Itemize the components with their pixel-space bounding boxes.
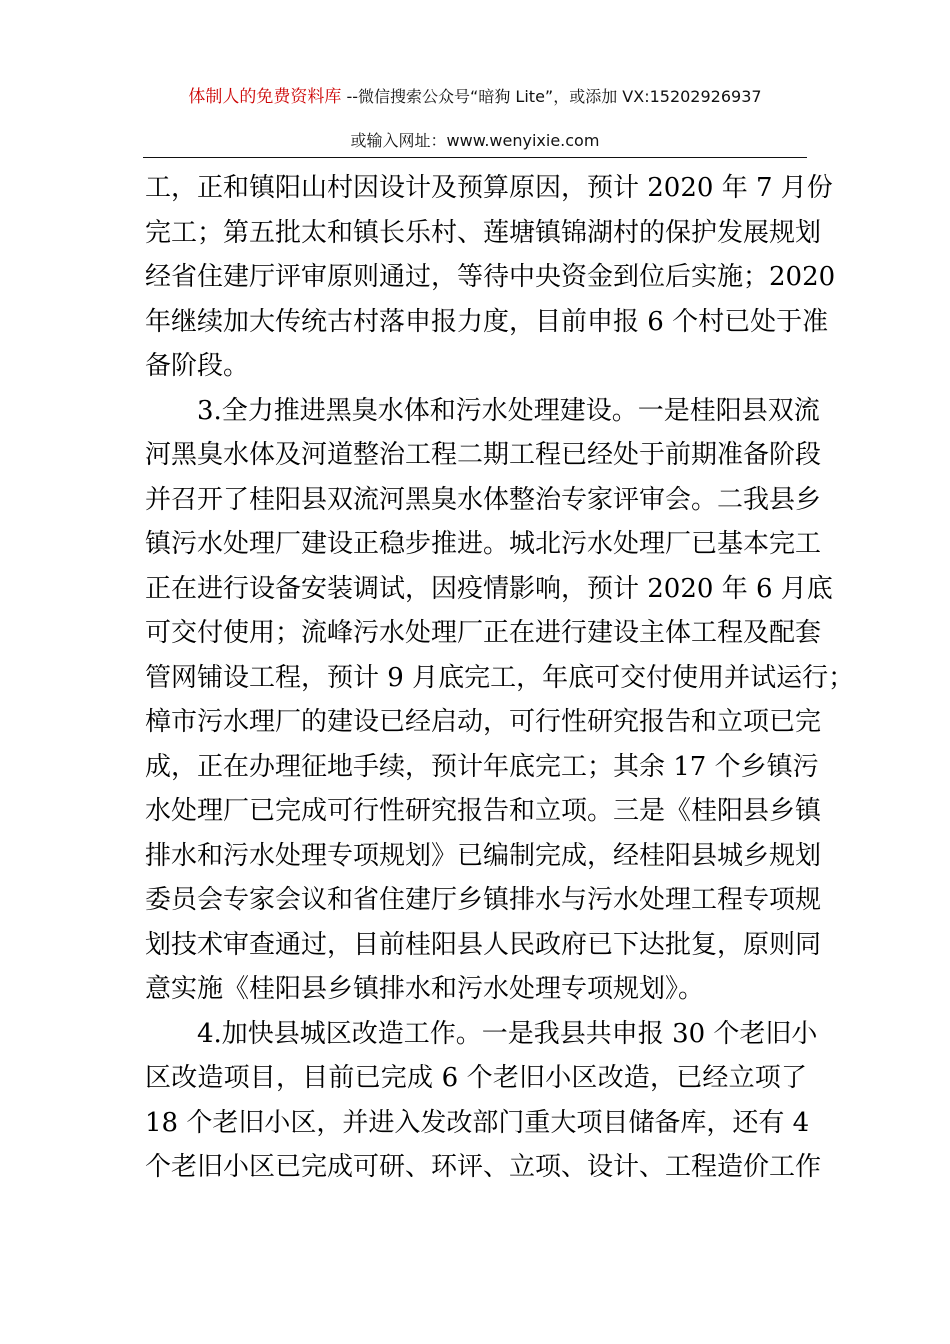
text-line: 河黑臭水体及河道整治工程二期工程已经处于前期准备阶段 xyxy=(145,440,822,470)
text-line: 18 个老旧小区，并进入发改部门重大项目储备库，还有 4 xyxy=(145,1107,810,1138)
text-line: 备阶段。 xyxy=(145,351,250,381)
header-brand-text: 体制人的免费资料库 xyxy=(188,87,342,107)
text-line: 完工；第五批太和镇长乐村、莲塘镇锦湖村的保护发展规划 xyxy=(145,217,822,248)
text-line: 管网铺设工程，预计 9 月底完工，年底可交付使用并试运行； xyxy=(145,662,855,693)
text-line: 年继续加大传统古村落申报力度，目前申报 6 个村已处于准 xyxy=(145,306,829,337)
text-line: 并召开了桂阳县双流河黑臭水体整治专家评审会。二我县乡 xyxy=(145,484,822,515)
text-line: 水处理厂已完成可行性研究报告和立项。三是《桂阳县乡镇 xyxy=(145,796,822,826)
paragraph xyxy=(145,389,855,1012)
text-line: 区改造项目，目前已完成 6 个老旧小区改造，已经立项了 xyxy=(145,1063,807,1093)
text-line: 可交付使用；流峰污水处理厂正在进行建设主体工程及配套 xyxy=(145,618,822,648)
text-line: 委员会专家会议和省住建厅乡镇排水与污水处理工程专项规 xyxy=(145,885,822,915)
text-line: 4.加快县城区改造工作。一是我县共申报 30 个老旧小 xyxy=(197,1018,818,1049)
paragraph xyxy=(145,166,836,389)
paragraph xyxy=(145,1012,822,1190)
text-line: 成，正在办理征地手续，预计年底完工；其余 17 个乡镇污 xyxy=(145,751,819,782)
text-line: 意实施《桂阳县乡镇排水和污水处理专项规划》。 xyxy=(145,974,705,1004)
text-line: 3.全力推进黑臭水体和污水处理建设。一是桂阳县双流 xyxy=(197,395,820,426)
header-divider xyxy=(143,157,807,158)
text-line: 个老旧小区已完成可研、环评、立项、设计、工程造价工作 xyxy=(145,1152,822,1182)
text-line: 镇污水处理厂建设正稳步推进。城北污水处理厂已基本完工 xyxy=(145,529,822,559)
text-line: 经省住建厅评审原则通过，等待中央资金到位后实施；2020 xyxy=(145,262,836,292)
header-website-line: 或输入网址：www.wenyixie.com xyxy=(350,131,600,150)
text-line: 排水和污水处理专项规划》已编制完成，经桂阳县城乡规划 xyxy=(145,840,822,871)
page-header xyxy=(0,86,950,108)
text-line: 樟市污水理厂的建设已经启动，可行性研究报告和立项已完 xyxy=(145,707,822,737)
document-body xyxy=(145,166,855,1190)
text-line: 正在进行设备安装调试，因疫情影响，预计 2020 年 6 月底 xyxy=(145,573,833,604)
text-line: 工，正和镇阳山村因设计及预算原因，预计 2020 年 7 月份 xyxy=(145,173,833,203)
text-line: 划技术审查通过，目前桂阳县人民政府已下达批复，原则同 xyxy=(145,929,822,960)
header-contact-text: --微信搜索公众号“暗狗 Lite”，或添加 VX:15202926937 xyxy=(341,87,762,106)
